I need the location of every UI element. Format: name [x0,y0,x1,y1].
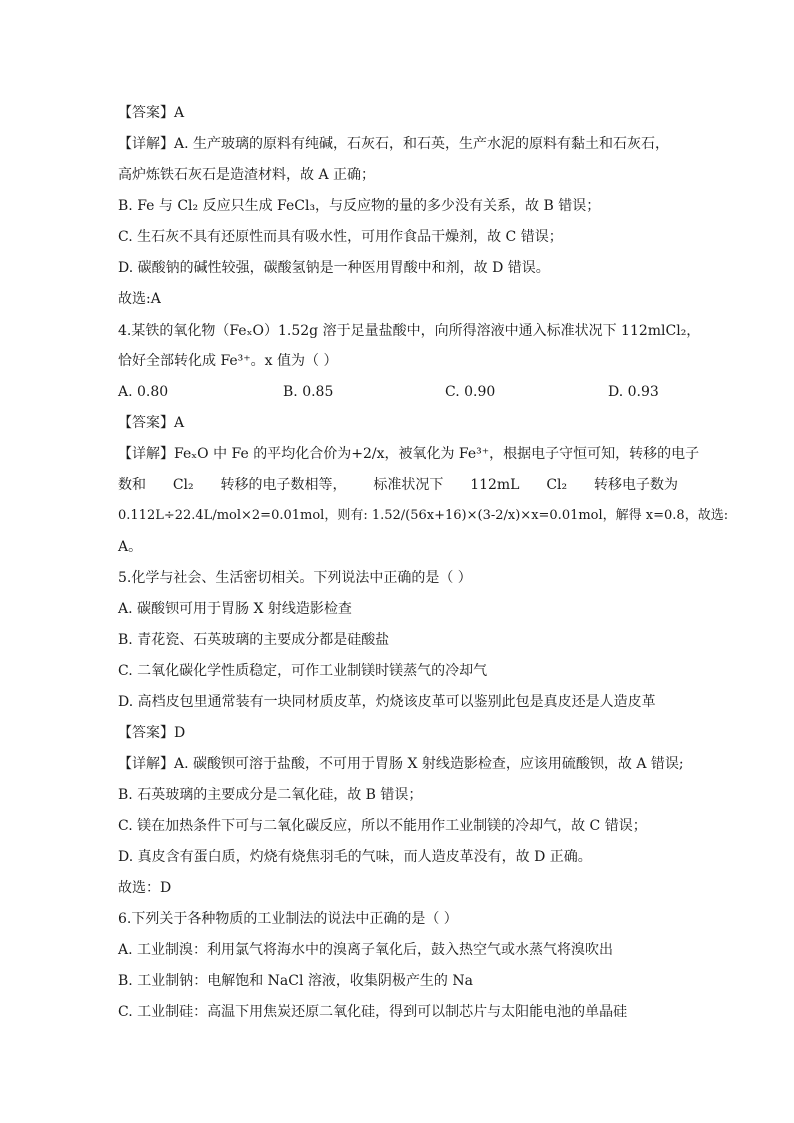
q4-detail-word: 112mL [470,477,520,493]
q4-option-c: C. 0.90 [445,384,496,400]
q5-detail-line-1: 【详解】A. 碳酸钡可溶于盐酸，不可用于胃肠 X 射线造影检查，应该用硫酸钡，故 A 错误; [118,756,684,772]
q6-option-a: A. 工业制溴：利用氯气将海水中的溴离子氧化后，鼓入热空气或水蒸气将溴吹出 [118,942,614,958]
q5-option-a: A. 碳酸钡可用于胃肠 X 射线造影检查 [118,601,352,617]
q5-answer: 【答案】D [118,725,186,741]
q4-option-d: D. 0.93 [608,384,659,400]
q3-conclusion: 故选:A [118,291,161,307]
q6-stem: 6.下列关于各种物质的工业制法的说法中正确的是（ ） [118,911,458,927]
q6-option-c: C. 工业制硅：高温下用焦炭还原二氧化硅，得到可以制芯片与太阳能电池的单晶硅 [118,1004,628,1020]
q4-stem-line-2: 恰好全部转化成 Fe³⁺。x 值为（ ） [118,353,338,369]
q4-detail-word: 转移电子数为 [593,477,678,493]
q4-detail-line-1: 【详解】FeₓO 中 Fe 的平均化合价为+2/x，被氧化为 Fe³⁺，根据电子守恒可知，转移的电子 [118,446,700,462]
q5-option-d: D. 高档皮包里通常装有一块同材质皮革，灼烧该皮革可以鉴别此包是真皮还是人造皮革 [118,694,656,710]
q3-detail-line-5: D. 碳酸钠的碱性较强，碳酸氢钠是一种医用胃酸中和剂，故 D 错误。 [118,260,550,276]
q5-detail-line-2: B. 石英玻璃的主要成分是二氧化硅，故 B 错误； [118,787,423,803]
q4-detail-word: Cl₂ [172,477,194,493]
q4-detail-line-4: A。 [118,539,143,555]
q4-answer: 【答案】A [118,415,185,431]
q3-detail-line-4: C. 生石灰不具有还原性而具有吸水性，可用作食品干燥剂，故 C 错误； [118,229,563,245]
q5-conclusion: 故选：D [118,880,172,896]
q4-detail-line-3: 0.112L÷22.4L/mol×2=0.01mol，则有: 1.52/(56x+16)×(3-2/x)×x=0.01mol，解得 x=0.8，故选: [118,508,729,523]
q3-detail-line-1: 【详解】A. 生产玻璃的原料有纯碱，石灰石，和石英，生产水泥的原料有黏土和石灰石， [118,136,670,152]
q5-option-c: C. 二氧化碳化学性质稳定，可作工业制镁时镁蒸气的冷却气 [118,663,488,679]
q5-detail-line-3: C. 镁在加热条件下可与二氧化碳反应，所以不能用作工业制镁的冷却气，故 C 错误； [118,818,647,834]
q4-detail-line-2 [118,475,678,495]
q4-stem-line-1: 4.某铁的氧化物（FeₓO）1.52g 溶于足量盐酸中，向所得溶液中通入标准状况下 112mlCl₂， [118,323,701,339]
q3-detail-line-3: B. Fe 与 Cl₂ 反应只生成 FeCl₃，与反应物的量的多少没有关系，故 B 错误； [118,198,601,214]
q4-option-b: B. 0.85 [283,384,334,400]
q4-detail-word: 数和 [118,477,146,493]
q4-detail-word: 转移的电子数相等， [220,477,347,493]
q4-detail-word: Cl₂ [546,477,568,493]
q5-detail-line-4: D. 真皮含有蛋白质，灼烧有烧焦羽毛的气味，而人造皮革没有，故 D 正确。 [118,849,592,865]
q4-detail-word: 标准状况下 [373,477,444,493]
q3-detail-line-2: 高炉炼铁石灰石是造渣材料，故 A 正确； [118,167,376,183]
q5-stem: 5.化学与社会、生活密切相关。下列说法中正确的是（ ） [118,570,472,586]
q4-option-a: A. 0.80 [118,384,169,400]
q3-answer: 【答案】A [118,105,185,121]
q5-option-b: B. 青花瓷、石英玻璃的主要成分都是硅酸盐 [118,632,390,648]
q6-option-b: B. 工业制钠：电解饱和 NaCl 溶液，收集阴极产生的 Na [118,973,473,989]
